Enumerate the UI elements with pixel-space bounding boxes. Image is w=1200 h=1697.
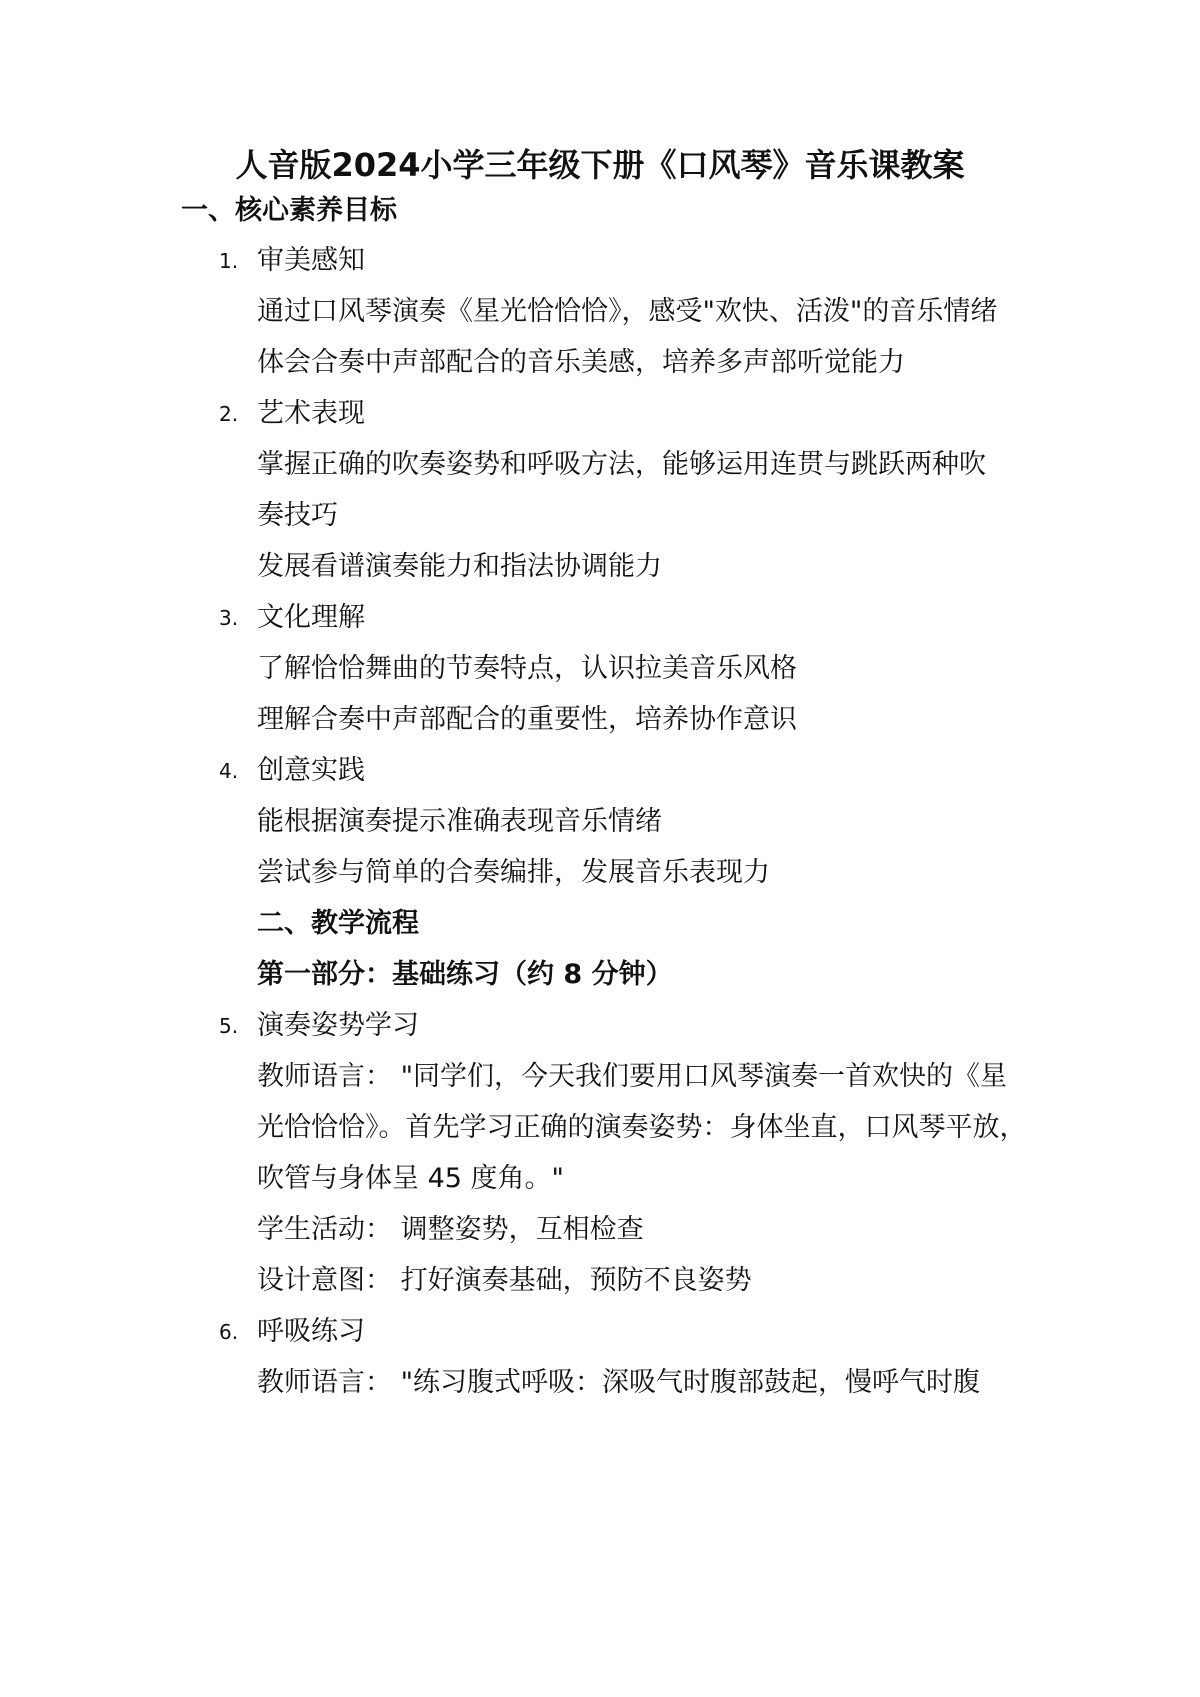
body-text-line: 学生活动： 调整姿势，互相检查 (257, 1214, 644, 1245)
body-text-line: 尝试参与简单的合奏编排，发展音乐表现力 (257, 857, 770, 888)
section-heading-teaching-process: 二、教学流程 (257, 908, 419, 939)
body-text-line: 设计意图： 打好演奏基础，预防不良姿势 (257, 1265, 752, 1296)
list-item-label: 演奏姿势学习 (257, 1010, 419, 1041)
body-text-line: 光恰恰恰》。首先学习正确的演奏姿势：身体坐直，口风琴平放， (257, 1112, 1027, 1143)
list-number: 4. (219, 759, 239, 783)
part-heading-basic-practice: 第一部分：基础练习（约 8 分钟） (257, 959, 673, 990)
list-number: 6. (219, 1320, 239, 1344)
body-text-line: 了解恰恰舞曲的节奏特点，认识拉美音乐风格 (257, 653, 797, 684)
list-number: 1. (219, 249, 239, 273)
body-text-line: 能根据演奏提示准确表现音乐情绪 (257, 806, 662, 837)
list-number: 5. (219, 1014, 239, 1038)
list-item-label: 呼吸练习 (257, 1316, 365, 1347)
list-item-label: 文化理解 (257, 602, 365, 633)
body-text-line: 理解合奏中声部配合的重要性，培养协作意识 (257, 704, 797, 735)
list-item-label: 审美感知 (257, 245, 365, 276)
list-number: 2. (219, 402, 239, 426)
body-text-line: 教师语言： "练习腹式呼吸：深吸气时腹部鼓起，慢呼气时腹 (257, 1367, 981, 1398)
body-text-line: 通过口风琴演奏《星光恰恰恰》，感受"欢快、活泼"的音乐情绪 (257, 296, 998, 327)
document-title: 人音版2024小学三年级下册《口风琴》音乐课教案 (235, 146, 965, 184)
body-text-line: 体会合奏中声部配合的音乐美感，培养多声部听觉能力 (257, 347, 905, 378)
list-item-label: 创意实践 (257, 755, 365, 786)
section-heading-core-goals: 一、核心素养目标 (181, 195, 397, 226)
body-text-line: 掌握正确的吹奏姿势和呼吸方法，能够运用连贯与跳跃两种吹 (257, 449, 986, 480)
body-text-line: 教师语言： "同学们，今天我们要用口风琴演奏一首欢快的《星 (257, 1061, 1008, 1092)
body-text-line: 奏技巧 (257, 500, 338, 531)
list-item-label: 艺术表现 (257, 398, 365, 429)
body-text-line: 吹管与身体呈 45 度角。" (257, 1163, 564, 1194)
list-number: 3. (219, 606, 239, 630)
body-text-line: 发展看谱演奏能力和指法协调能力 (257, 551, 662, 582)
